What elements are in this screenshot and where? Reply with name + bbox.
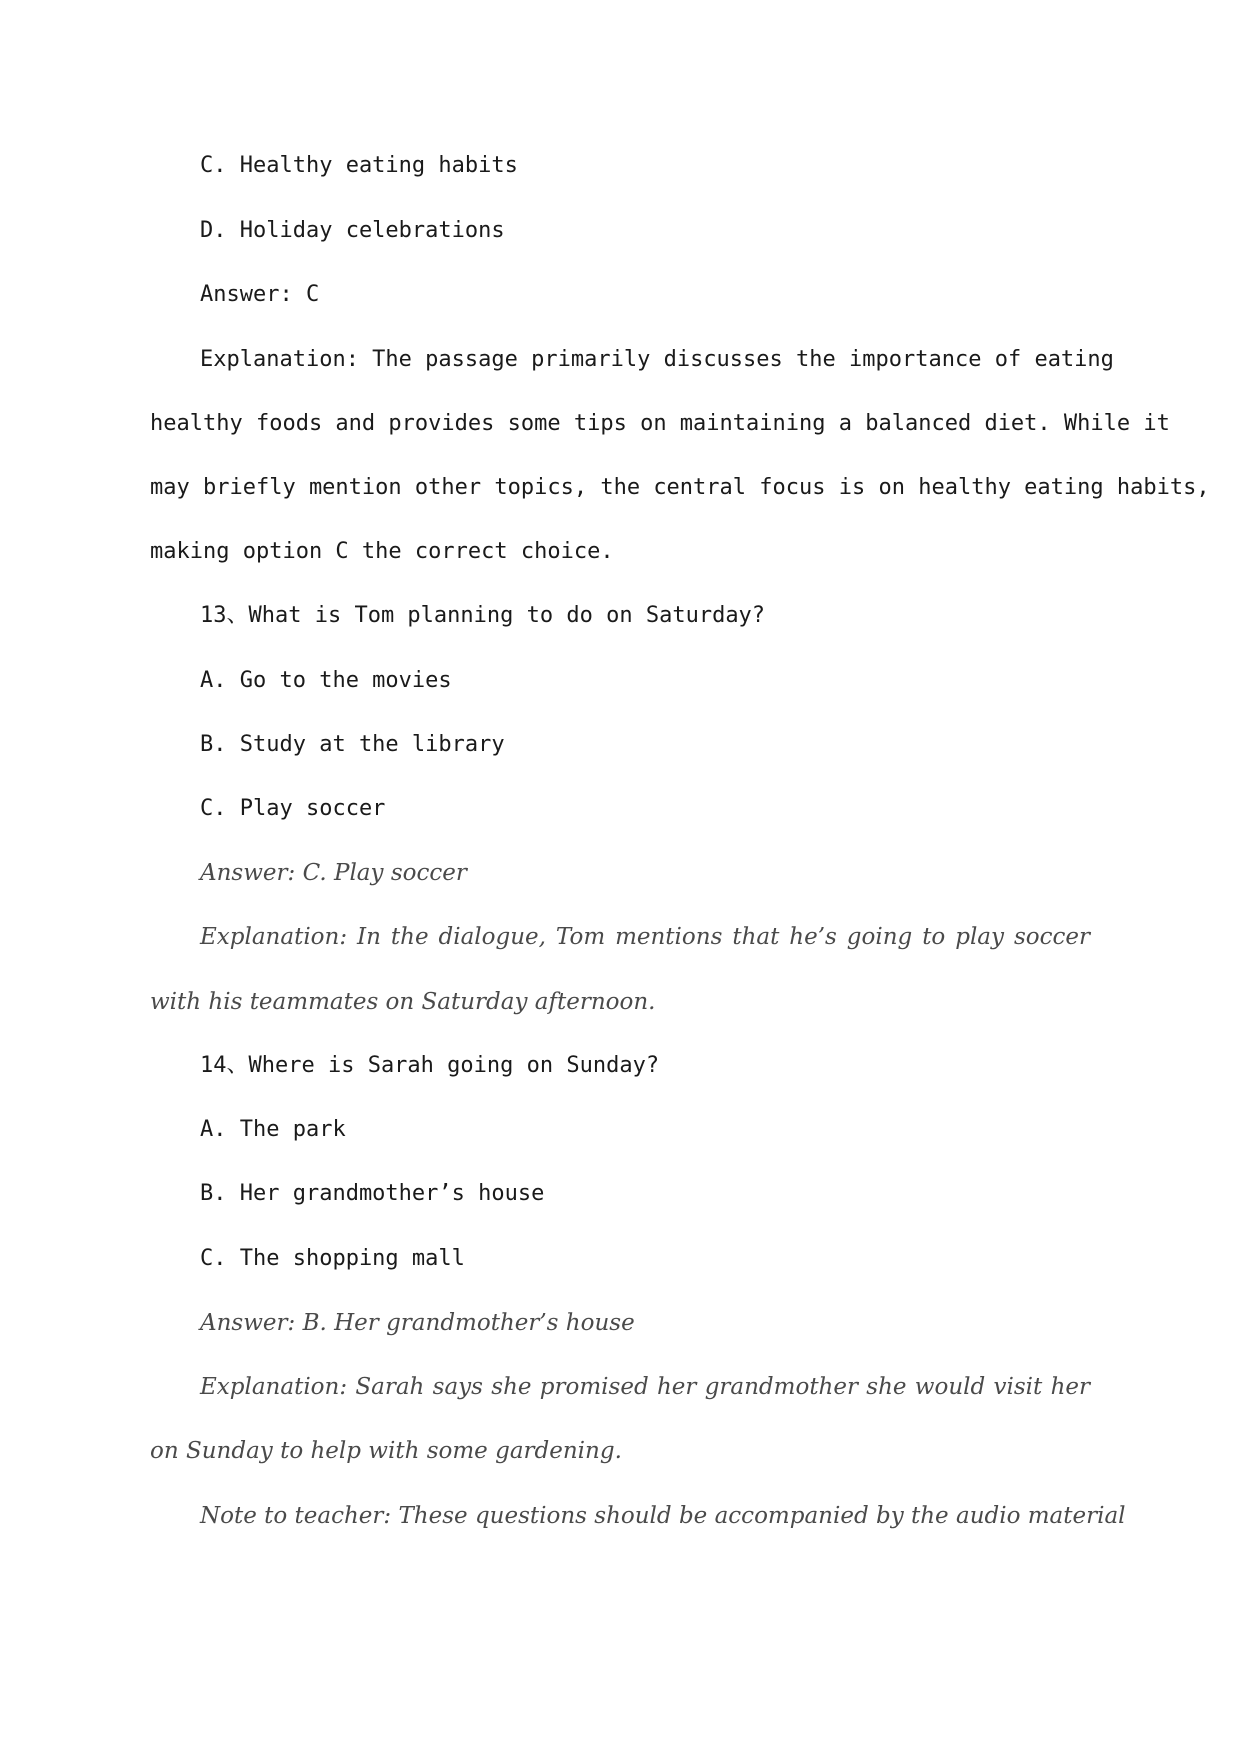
q14-option-c: C. The shopping mall <box>200 1246 465 1271</box>
q12-option-d: D. Holiday celebrations <box>200 218 505 243</box>
q12-explanation-line-2: healthy foods and provides some tips on maintaining a balanced diet. While it <box>150 411 1170 436</box>
q13-explanation-line-2: with his teammates on Saturday afternoon. <box>150 989 656 1015</box>
q14-explanation-line-2: on Sunday to help with some gardening. <box>150 1438 622 1464</box>
q13-option-c: C. Play soccer <box>200 796 386 821</box>
q12-explanation-line-3: may briefly mention other topics, the central focus is on healthy eating habits, <box>150 475 1210 500</box>
q12-option-c: C. Healthy eating habits <box>200 153 518 178</box>
q12-answer: Answer: C <box>200 282 320 307</box>
q14-option-a: A. The park <box>200 1117 346 1142</box>
q12-explanation-line-1: Explanation: The passage primarily discusses the importance of eating <box>200 347 1114 372</box>
q13-explanation-line-1: Explanation: In the dialogue, Tom mentions that he’s going to play soccer <box>200 924 1090 950</box>
q13-question: 13、What is Tom planning to do on Saturday? <box>200 603 766 628</box>
q13-answer: Answer: C. Play soccer <box>200 860 467 886</box>
q14-answer: Answer: B. Her grandmother’s house <box>200 1310 635 1336</box>
q13-option-b: B. Study at the library <box>200 732 505 757</box>
q13-option-a: A. Go to the movies <box>200 668 452 693</box>
q14-explanation-line-1: Explanation: Sarah says she promised her grandmother she would visit her <box>200 1374 1090 1400</box>
teacher-note: Note to teacher: These questions should be accompanied by the audio material <box>200 1503 1126 1529</box>
q14-option-b: B. Her grandmother’s house <box>200 1181 545 1206</box>
q12-explanation-line-4: making option C the correct choice. <box>150 539 614 564</box>
q14-question: 14、Where is Sarah going on Sunday? <box>200 1053 660 1078</box>
